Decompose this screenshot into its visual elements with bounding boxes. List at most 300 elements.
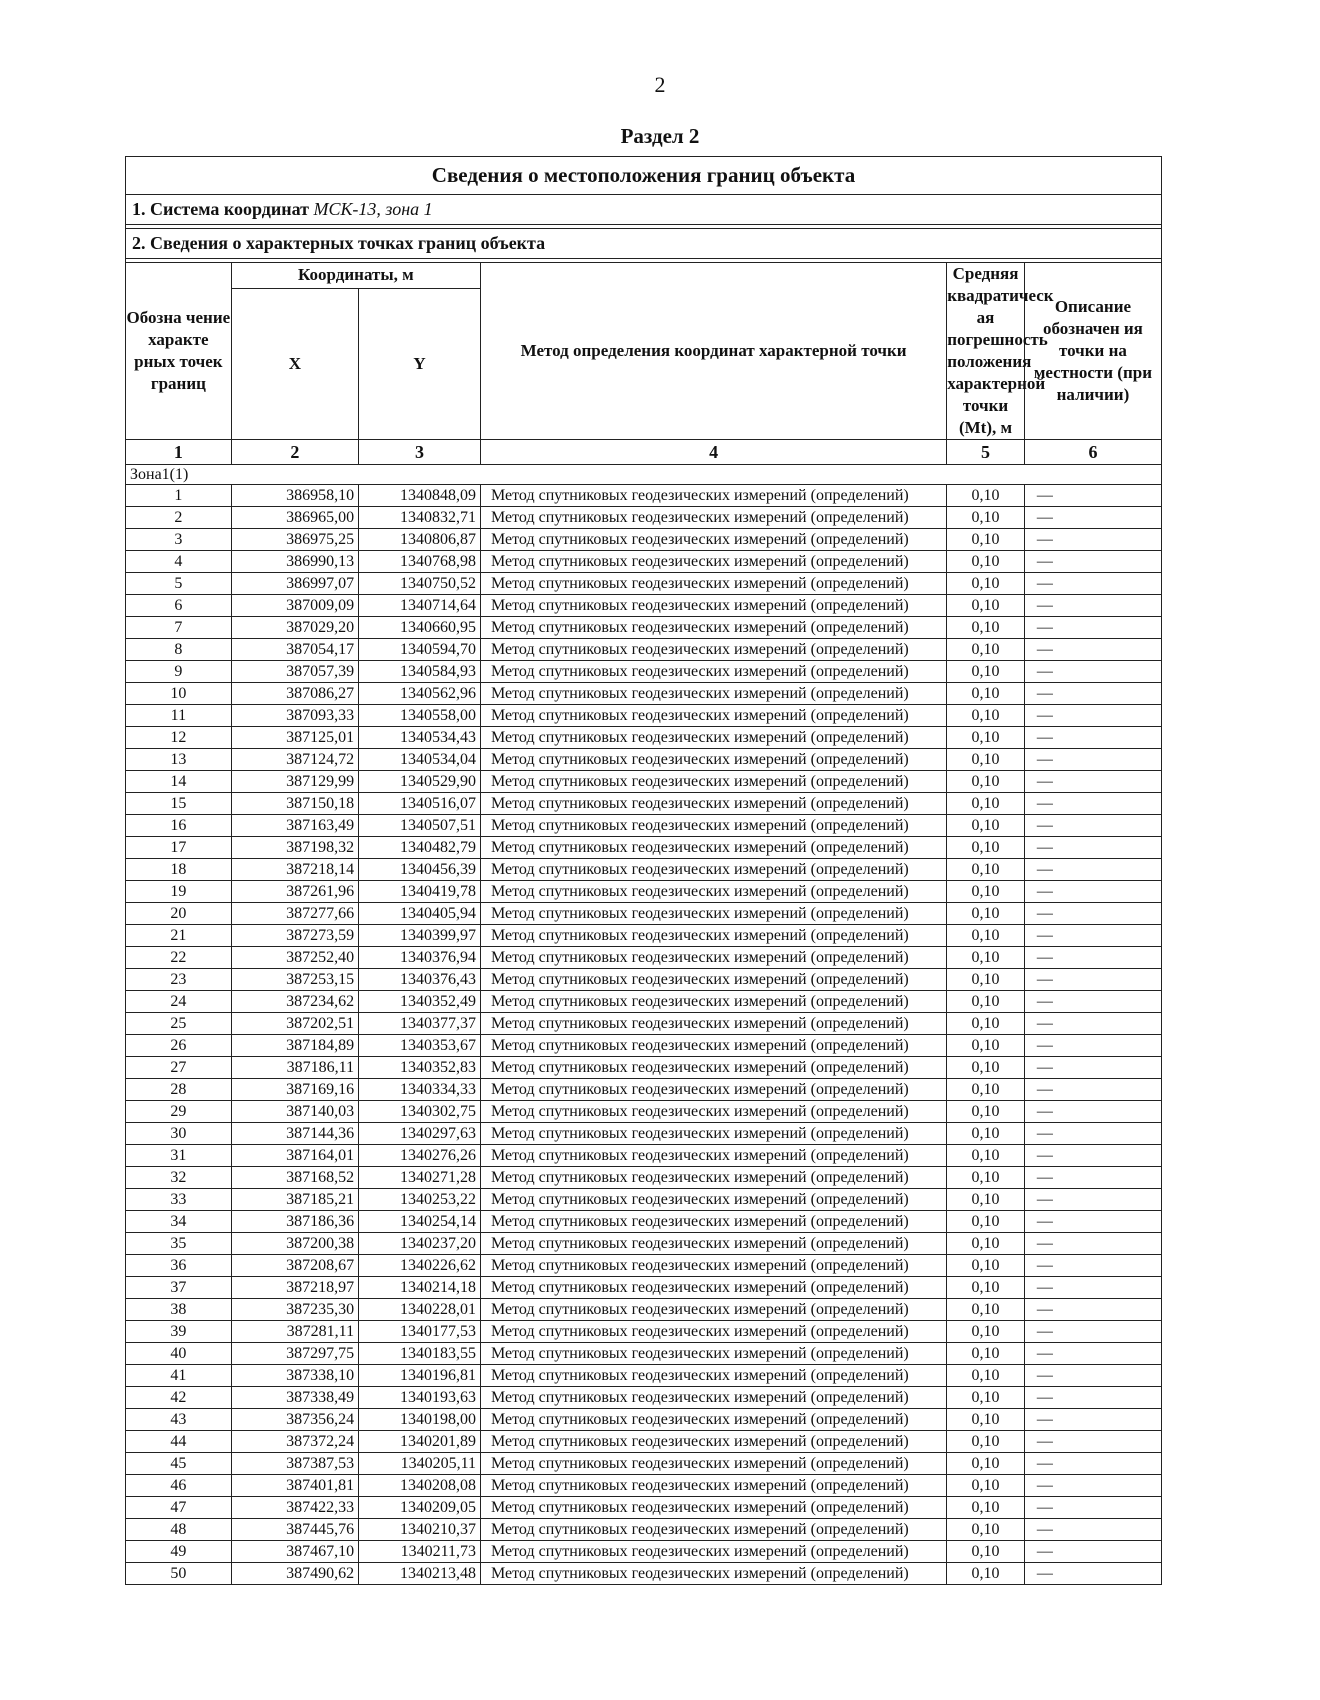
description-cell: —	[1024, 639, 1161, 661]
method-cell: Метод спутниковых геодезических измерений (определений)	[481, 1453, 947, 1475]
x-coordinate: 386958,10	[231, 485, 358, 507]
table-row	[126, 1541, 1162, 1563]
x-coordinate: 387208,67	[231, 1255, 358, 1277]
x-coordinate: 387252,40	[231, 947, 358, 969]
method-cell: Метод спутниковых геодезических измерений (определений)	[481, 1101, 947, 1123]
description-cell: —	[1024, 969, 1161, 991]
header-method: Метод определения координат характерной точки	[481, 263, 947, 440]
x-coordinate: 387338,49	[231, 1387, 358, 1409]
error-cell: 0,10	[947, 1079, 1025, 1101]
method-cell: Метод спутниковых геодезических измерений (определений)	[481, 793, 947, 815]
table-row	[126, 551, 1162, 573]
point-number: 49	[126, 1541, 232, 1563]
error-cell: 0,10	[947, 859, 1025, 881]
description-cell: —	[1024, 1101, 1161, 1123]
table-row	[126, 1453, 1162, 1475]
table-row	[126, 991, 1162, 1013]
description-cell: —	[1024, 1123, 1161, 1145]
x-coordinate: 387009,09	[231, 595, 358, 617]
description-cell: —	[1024, 1277, 1161, 1299]
x-coordinate: 387184,89	[231, 1035, 358, 1057]
y-coordinate: 1340456,39	[359, 859, 481, 881]
error-cell: 0,10	[947, 837, 1025, 859]
column-number: 2	[231, 440, 358, 465]
table-row	[126, 749, 1162, 771]
point-number: 25	[126, 1013, 232, 1035]
column-number: 6	[1024, 440, 1161, 465]
point-number: 13	[126, 749, 232, 771]
method-cell: Метод спутниковых геодезических измерений (определений)	[481, 815, 947, 837]
table-row	[126, 793, 1162, 815]
table-row	[126, 1343, 1162, 1365]
description-cell: —	[1024, 1255, 1161, 1277]
y-coordinate: 1340399,97	[359, 925, 481, 947]
error-cell: 0,10	[947, 683, 1025, 705]
y-coordinate: 1340405,94	[359, 903, 481, 925]
x-coordinate: 387057,39	[231, 661, 358, 683]
method-cell: Метод спутниковых геодезических измерений (определений)	[481, 1497, 947, 1519]
method-cell: Метод спутниковых геодезических измерений (определений)	[481, 947, 947, 969]
error-cell: 0,10	[947, 507, 1025, 529]
point-number: 33	[126, 1189, 232, 1211]
description-cell: —	[1024, 903, 1161, 925]
point-number: 30	[126, 1123, 232, 1145]
x-coordinate: 387261,96	[231, 881, 358, 903]
point-number: 15	[126, 793, 232, 815]
point-number: 14	[126, 771, 232, 793]
table-row	[126, 859, 1162, 881]
method-cell: Метод спутниковых геодезических измерений (определений)	[481, 1321, 947, 1343]
method-cell: Метод спутниковых геодезических измерений (определений)	[481, 1409, 947, 1431]
method-cell: Метод спутниковых геодезических измерений (определений)	[481, 595, 947, 617]
table-row	[126, 507, 1162, 529]
error-cell: 0,10	[947, 1145, 1025, 1167]
x-coordinate: 387029,20	[231, 617, 358, 639]
table-row	[126, 485, 1162, 507]
error-cell: 0,10	[947, 749, 1025, 771]
method-cell: Метод спутниковых геодезических измерений (определений)	[481, 925, 947, 947]
y-coordinate: 1340198,00	[359, 1409, 481, 1431]
point-number: 42	[126, 1387, 232, 1409]
table-row	[126, 815, 1162, 837]
x-coordinate: 387198,32	[231, 837, 358, 859]
error-cell: 0,10	[947, 1475, 1025, 1497]
point-number: 11	[126, 705, 232, 727]
table-row	[126, 661, 1162, 683]
boundary-points-table	[125, 156, 1162, 1585]
y-coordinate: 1340201,89	[359, 1431, 481, 1453]
error-cell: 0,10	[947, 771, 1025, 793]
table-row	[126, 1431, 1162, 1453]
y-coordinate: 1340254,14	[359, 1211, 481, 1233]
error-cell: 0,10	[947, 1321, 1025, 1343]
method-cell: Метод спутниковых геодезических измерений (определений)	[481, 617, 947, 639]
point-number: 44	[126, 1431, 232, 1453]
description-cell: —	[1024, 1189, 1161, 1211]
error-cell: 0,10	[947, 925, 1025, 947]
point-number: 17	[126, 837, 232, 859]
table-row	[126, 573, 1162, 595]
x-coordinate: 387086,27	[231, 683, 358, 705]
description-cell: —	[1024, 771, 1161, 793]
x-coordinate: 387144,36	[231, 1123, 358, 1145]
points-section-title: 2. Сведения о характерных точках границ объекта	[126, 229, 1162, 259]
error-cell: 0,10	[947, 1035, 1025, 1057]
description-cell: —	[1024, 859, 1161, 881]
x-coordinate: 387202,51	[231, 1013, 358, 1035]
error-cell: 0,10	[947, 1431, 1025, 1453]
point-number: 18	[126, 859, 232, 881]
method-cell: Метод спутниковых геодезических измерений (определений)	[481, 551, 947, 573]
point-number: 20	[126, 903, 232, 925]
method-cell: Метод спутниковых геодезических измерений (определений)	[481, 639, 947, 661]
method-cell: Метод спутниковых геодезических измерений (определений)	[481, 1189, 947, 1211]
y-coordinate: 1340660,95	[359, 617, 481, 639]
column-number: 1	[126, 440, 232, 465]
y-coordinate: 1340848,09	[359, 485, 481, 507]
point-number: 27	[126, 1057, 232, 1079]
point-number: 23	[126, 969, 232, 991]
error-cell: 0,10	[947, 1167, 1025, 1189]
description-cell: —	[1024, 925, 1161, 947]
point-number: 28	[126, 1079, 232, 1101]
x-coordinate: 387372,24	[231, 1431, 358, 1453]
description-cell: —	[1024, 573, 1161, 595]
table-row	[126, 837, 1162, 859]
y-coordinate: 1340297,63	[359, 1123, 481, 1145]
y-coordinate: 1340558,00	[359, 705, 481, 727]
header-error: Средняя квадратическ ая погрешность положения характерной точки (Mt), м	[947, 263, 1025, 440]
page-number: 2	[654, 72, 666, 97]
header-y: Y	[359, 288, 481, 439]
y-coordinate: 1340594,70	[359, 639, 481, 661]
point-number: 39	[126, 1321, 232, 1343]
method-cell: Метод спутниковых геодезических измерений (определений)	[481, 749, 947, 771]
error-cell: 0,10	[947, 727, 1025, 749]
error-cell: 0,10	[947, 661, 1025, 683]
method-cell: Метод спутниковых геодезических измерений (определений)	[481, 1145, 947, 1167]
section-title: Раздел 2	[620, 124, 700, 148]
error-cell: 0,10	[947, 1453, 1025, 1475]
zone-label: Зона1(1)	[126, 465, 1162, 485]
error-cell: 0,10	[947, 881, 1025, 903]
method-cell: Метод спутниковых геодезических измерений (определений)	[481, 1035, 947, 1057]
header-designation: Обозна чение характе рных точек границ	[126, 263, 232, 440]
header-description: Описание обозначен ия точки на местности (при наличии)	[1024, 263, 1161, 440]
y-coordinate: 1340832,71	[359, 507, 481, 529]
point-number: 10	[126, 683, 232, 705]
error-cell: 0,10	[947, 1299, 1025, 1321]
table-row	[126, 1475, 1162, 1497]
point-number: 37	[126, 1277, 232, 1299]
y-coordinate: 1340271,28	[359, 1167, 481, 1189]
point-number: 43	[126, 1409, 232, 1431]
point-number: 3	[126, 529, 232, 551]
point-number: 7	[126, 617, 232, 639]
description-cell: —	[1024, 507, 1161, 529]
point-number: 22	[126, 947, 232, 969]
error-cell: 0,10	[947, 1123, 1025, 1145]
description-cell: —	[1024, 1035, 1161, 1057]
y-coordinate: 1340334,33	[359, 1079, 481, 1101]
x-coordinate: 386997,07	[231, 573, 358, 595]
y-coordinate: 1340211,73	[359, 1541, 481, 1563]
point-number: 26	[126, 1035, 232, 1057]
table-row	[126, 683, 1162, 705]
description-cell: —	[1024, 727, 1161, 749]
x-coordinate: 387445,76	[231, 1519, 358, 1541]
method-cell: Метод спутниковых геодезических измерений (определений)	[481, 1475, 947, 1497]
y-coordinate: 1340193,63	[359, 1387, 481, 1409]
error-cell: 0,10	[947, 815, 1025, 837]
x-coordinate: 386975,25	[231, 529, 358, 551]
point-number: 16	[126, 815, 232, 837]
x-coordinate: 387200,38	[231, 1233, 358, 1255]
x-coordinate: 387387,53	[231, 1453, 358, 1475]
method-cell: Метод спутниковых геодезических измерений (определений)	[481, 1563, 947, 1585]
point-number: 48	[126, 1519, 232, 1541]
table-row	[126, 1123, 1162, 1145]
description-cell: —	[1024, 1497, 1161, 1519]
y-coordinate: 1340228,01	[359, 1299, 481, 1321]
y-coordinate: 1340507,51	[359, 815, 481, 837]
y-coordinate: 1340377,37	[359, 1013, 481, 1035]
x-coordinate: 387168,52	[231, 1167, 358, 1189]
point-number: 32	[126, 1167, 232, 1189]
description-cell: —	[1024, 1299, 1161, 1321]
method-cell: Метод спутниковых геодезических измерений (определений)	[481, 661, 947, 683]
method-cell: Метод спутниковых геодезических измерений (определений)	[481, 1541, 947, 1563]
method-cell: Метод спутниковых геодезических измерений (определений)	[481, 903, 947, 925]
point-number: 45	[126, 1453, 232, 1475]
description-cell: —	[1024, 1563, 1161, 1585]
error-cell: 0,10	[947, 1189, 1025, 1211]
point-number: 2	[126, 507, 232, 529]
point-number: 36	[126, 1255, 232, 1277]
table-row	[126, 1057, 1162, 1079]
x-coordinate: 387401,81	[231, 1475, 358, 1497]
point-number: 38	[126, 1299, 232, 1321]
table-row	[126, 1365, 1162, 1387]
y-coordinate: 1340768,98	[359, 551, 481, 573]
description-cell: —	[1024, 1013, 1161, 1035]
method-cell: Метод спутниковых геодезических измерений (определений)	[481, 1343, 947, 1365]
description-cell: —	[1024, 1343, 1161, 1365]
point-number: 6	[126, 595, 232, 617]
error-cell: 0,10	[947, 1101, 1025, 1123]
method-cell: Метод спутниковых геодезических измерений (определений)	[481, 881, 947, 903]
y-coordinate: 1340376,94	[359, 947, 481, 969]
x-coordinate: 387338,10	[231, 1365, 358, 1387]
point-number: 8	[126, 639, 232, 661]
x-coordinate: 387124,72	[231, 749, 358, 771]
method-cell: Метод спутниковых геодезических измерений (определений)	[481, 969, 947, 991]
method-cell: Метод спутниковых геодезических измерений (определений)	[481, 485, 947, 507]
description-cell: —	[1024, 1321, 1161, 1343]
method-cell: Метод спутниковых геодезических измерений (определений)	[481, 1123, 947, 1145]
method-cell: Метод спутниковых геодезических измерений (определений)	[481, 991, 947, 1013]
y-coordinate: 1340196,81	[359, 1365, 481, 1387]
y-coordinate: 1340353,67	[359, 1035, 481, 1057]
point-number: 12	[126, 727, 232, 749]
coordinate-system-label: 1. Система координат	[132, 199, 309, 219]
method-cell: Метод спутниковых геодезических измерений (определений)	[481, 573, 947, 595]
method-cell: Метод спутниковых геодезических измерений (определений)	[481, 1299, 947, 1321]
y-coordinate: 1340226,62	[359, 1255, 481, 1277]
y-coordinate: 1340276,26	[359, 1145, 481, 1167]
x-coordinate: 387356,24	[231, 1409, 358, 1431]
y-coordinate: 1340482,79	[359, 837, 481, 859]
point-number: 5	[126, 573, 232, 595]
y-coordinate: 1340562,96	[359, 683, 481, 705]
x-coordinate: 387129,99	[231, 771, 358, 793]
point-number: 46	[126, 1475, 232, 1497]
x-coordinate: 386965,00	[231, 507, 358, 529]
y-coordinate: 1340214,18	[359, 1277, 481, 1299]
table-row	[126, 1299, 1162, 1321]
y-coordinate: 1340177,53	[359, 1321, 481, 1343]
error-cell: 0,10	[947, 1387, 1025, 1409]
x-coordinate: 387140,03	[231, 1101, 358, 1123]
error-cell: 0,10	[947, 1343, 1025, 1365]
description-cell: —	[1024, 881, 1161, 903]
table-title: Сведения о местоположения границ объекта	[126, 157, 1162, 195]
table-row	[126, 1189, 1162, 1211]
description-cell: —	[1024, 551, 1161, 573]
method-cell: Метод спутниковых геодезических измерений (определений)	[481, 529, 947, 551]
y-coordinate: 1340376,43	[359, 969, 481, 991]
table-row	[126, 881, 1162, 903]
error-cell: 0,10	[947, 1519, 1025, 1541]
description-cell: —	[1024, 837, 1161, 859]
y-coordinate: 1340529,90	[359, 771, 481, 793]
table-row	[126, 1387, 1162, 1409]
coordinate-system	[126, 195, 1162, 225]
table-row	[126, 1167, 1162, 1189]
method-cell: Метод спутниковых геодезических измерений (определений)	[481, 1277, 947, 1299]
error-cell: 0,10	[947, 1277, 1025, 1299]
y-coordinate: 1340302,75	[359, 1101, 481, 1123]
method-cell: Метод спутниковых геодезических измерений (определений)	[481, 727, 947, 749]
header-coordinates: Координаты, м	[231, 263, 480, 289]
y-coordinate: 1340209,05	[359, 1497, 481, 1519]
error-cell: 0,10	[947, 1255, 1025, 1277]
error-cell: 0,10	[947, 1013, 1025, 1035]
point-number: 9	[126, 661, 232, 683]
y-coordinate: 1340237,20	[359, 1233, 481, 1255]
description-cell: —	[1024, 793, 1161, 815]
x-coordinate: 387273,59	[231, 925, 358, 947]
description-cell: —	[1024, 1387, 1161, 1409]
table-row	[126, 1519, 1162, 1541]
method-cell: Метод спутниковых геодезических измерений (определений)	[481, 1211, 947, 1233]
error-cell: 0,10	[947, 1409, 1025, 1431]
table-row	[126, 1563, 1162, 1585]
table-row	[126, 595, 1162, 617]
description-cell: —	[1024, 1167, 1161, 1189]
point-number: 40	[126, 1343, 232, 1365]
description-cell: —	[1024, 595, 1161, 617]
method-cell: Метод спутниковых геодезических измерений (определений)	[481, 1167, 947, 1189]
x-coordinate: 387164,01	[231, 1145, 358, 1167]
method-cell: Метод спутниковых геодезических измерений (определений)	[481, 771, 947, 793]
error-cell: 0,10	[947, 991, 1025, 1013]
error-cell: 0,10	[947, 1541, 1025, 1563]
table-row	[126, 1211, 1162, 1233]
description-cell: —	[1024, 485, 1161, 507]
error-cell: 0,10	[947, 1233, 1025, 1255]
header-x: X	[231, 288, 358, 439]
description-cell: —	[1024, 991, 1161, 1013]
description-cell: —	[1024, 1409, 1161, 1431]
error-cell: 0,10	[947, 1211, 1025, 1233]
method-cell: Метод спутниковых геодезических измерений (определений)	[481, 859, 947, 881]
description-cell: —	[1024, 1541, 1161, 1563]
description-cell: —	[1024, 1475, 1161, 1497]
description-cell: —	[1024, 705, 1161, 727]
y-coordinate: 1340213,48	[359, 1563, 481, 1585]
table-row	[126, 1255, 1162, 1277]
error-cell: 0,10	[947, 1497, 1025, 1519]
column-number: 4	[481, 440, 947, 465]
x-coordinate: 387218,14	[231, 859, 358, 881]
y-coordinate: 1340714,64	[359, 595, 481, 617]
method-cell: Метод спутниковых геодезических измерений (определений)	[481, 1431, 947, 1453]
table-row	[126, 529, 1162, 551]
point-number: 31	[126, 1145, 232, 1167]
x-coordinate: 387297,75	[231, 1343, 358, 1365]
table-row	[126, 1321, 1162, 1343]
point-number: 41	[126, 1365, 232, 1387]
table-row	[126, 1277, 1162, 1299]
y-coordinate: 1340534,04	[359, 749, 481, 771]
error-cell: 0,10	[947, 617, 1025, 639]
description-cell: —	[1024, 617, 1161, 639]
table-row	[126, 969, 1162, 991]
point-number: 1	[126, 485, 232, 507]
description-cell: —	[1024, 749, 1161, 771]
column-number: 3	[359, 440, 481, 465]
x-coordinate: 387281,11	[231, 1321, 358, 1343]
table-row	[126, 1233, 1162, 1255]
method-cell: Метод спутниковых геодезических измерений (определений)	[481, 837, 947, 859]
table-row	[126, 727, 1162, 749]
column-number: 5	[947, 440, 1025, 465]
description-cell: —	[1024, 661, 1161, 683]
point-number: 21	[126, 925, 232, 947]
x-coordinate: 387150,18	[231, 793, 358, 815]
point-number: 47	[126, 1497, 232, 1519]
y-coordinate: 1340750,52	[359, 573, 481, 595]
error-cell: 0,10	[947, 1365, 1025, 1387]
table-row	[126, 1035, 1162, 1057]
description-cell: —	[1024, 1057, 1161, 1079]
error-cell: 0,10	[947, 1057, 1025, 1079]
description-cell: —	[1024, 1211, 1161, 1233]
error-cell: 0,10	[947, 903, 1025, 925]
point-number: 34	[126, 1211, 232, 1233]
y-coordinate: 1340253,22	[359, 1189, 481, 1211]
description-cell: —	[1024, 529, 1161, 551]
method-cell: Метод спутниковых геодезических измерений (определений)	[481, 1079, 947, 1101]
point-number: 19	[126, 881, 232, 903]
method-cell: Метод спутниковых геодезических измерений (определений)	[481, 705, 947, 727]
y-coordinate: 1340419,78	[359, 881, 481, 903]
method-cell: Метод спутниковых геодезических измерений (определений)	[481, 1387, 947, 1409]
x-coordinate: 387186,11	[231, 1057, 358, 1079]
error-cell: 0,10	[947, 1563, 1025, 1585]
method-cell: Метод спутниковых геодезических измерений (определений)	[481, 1233, 947, 1255]
